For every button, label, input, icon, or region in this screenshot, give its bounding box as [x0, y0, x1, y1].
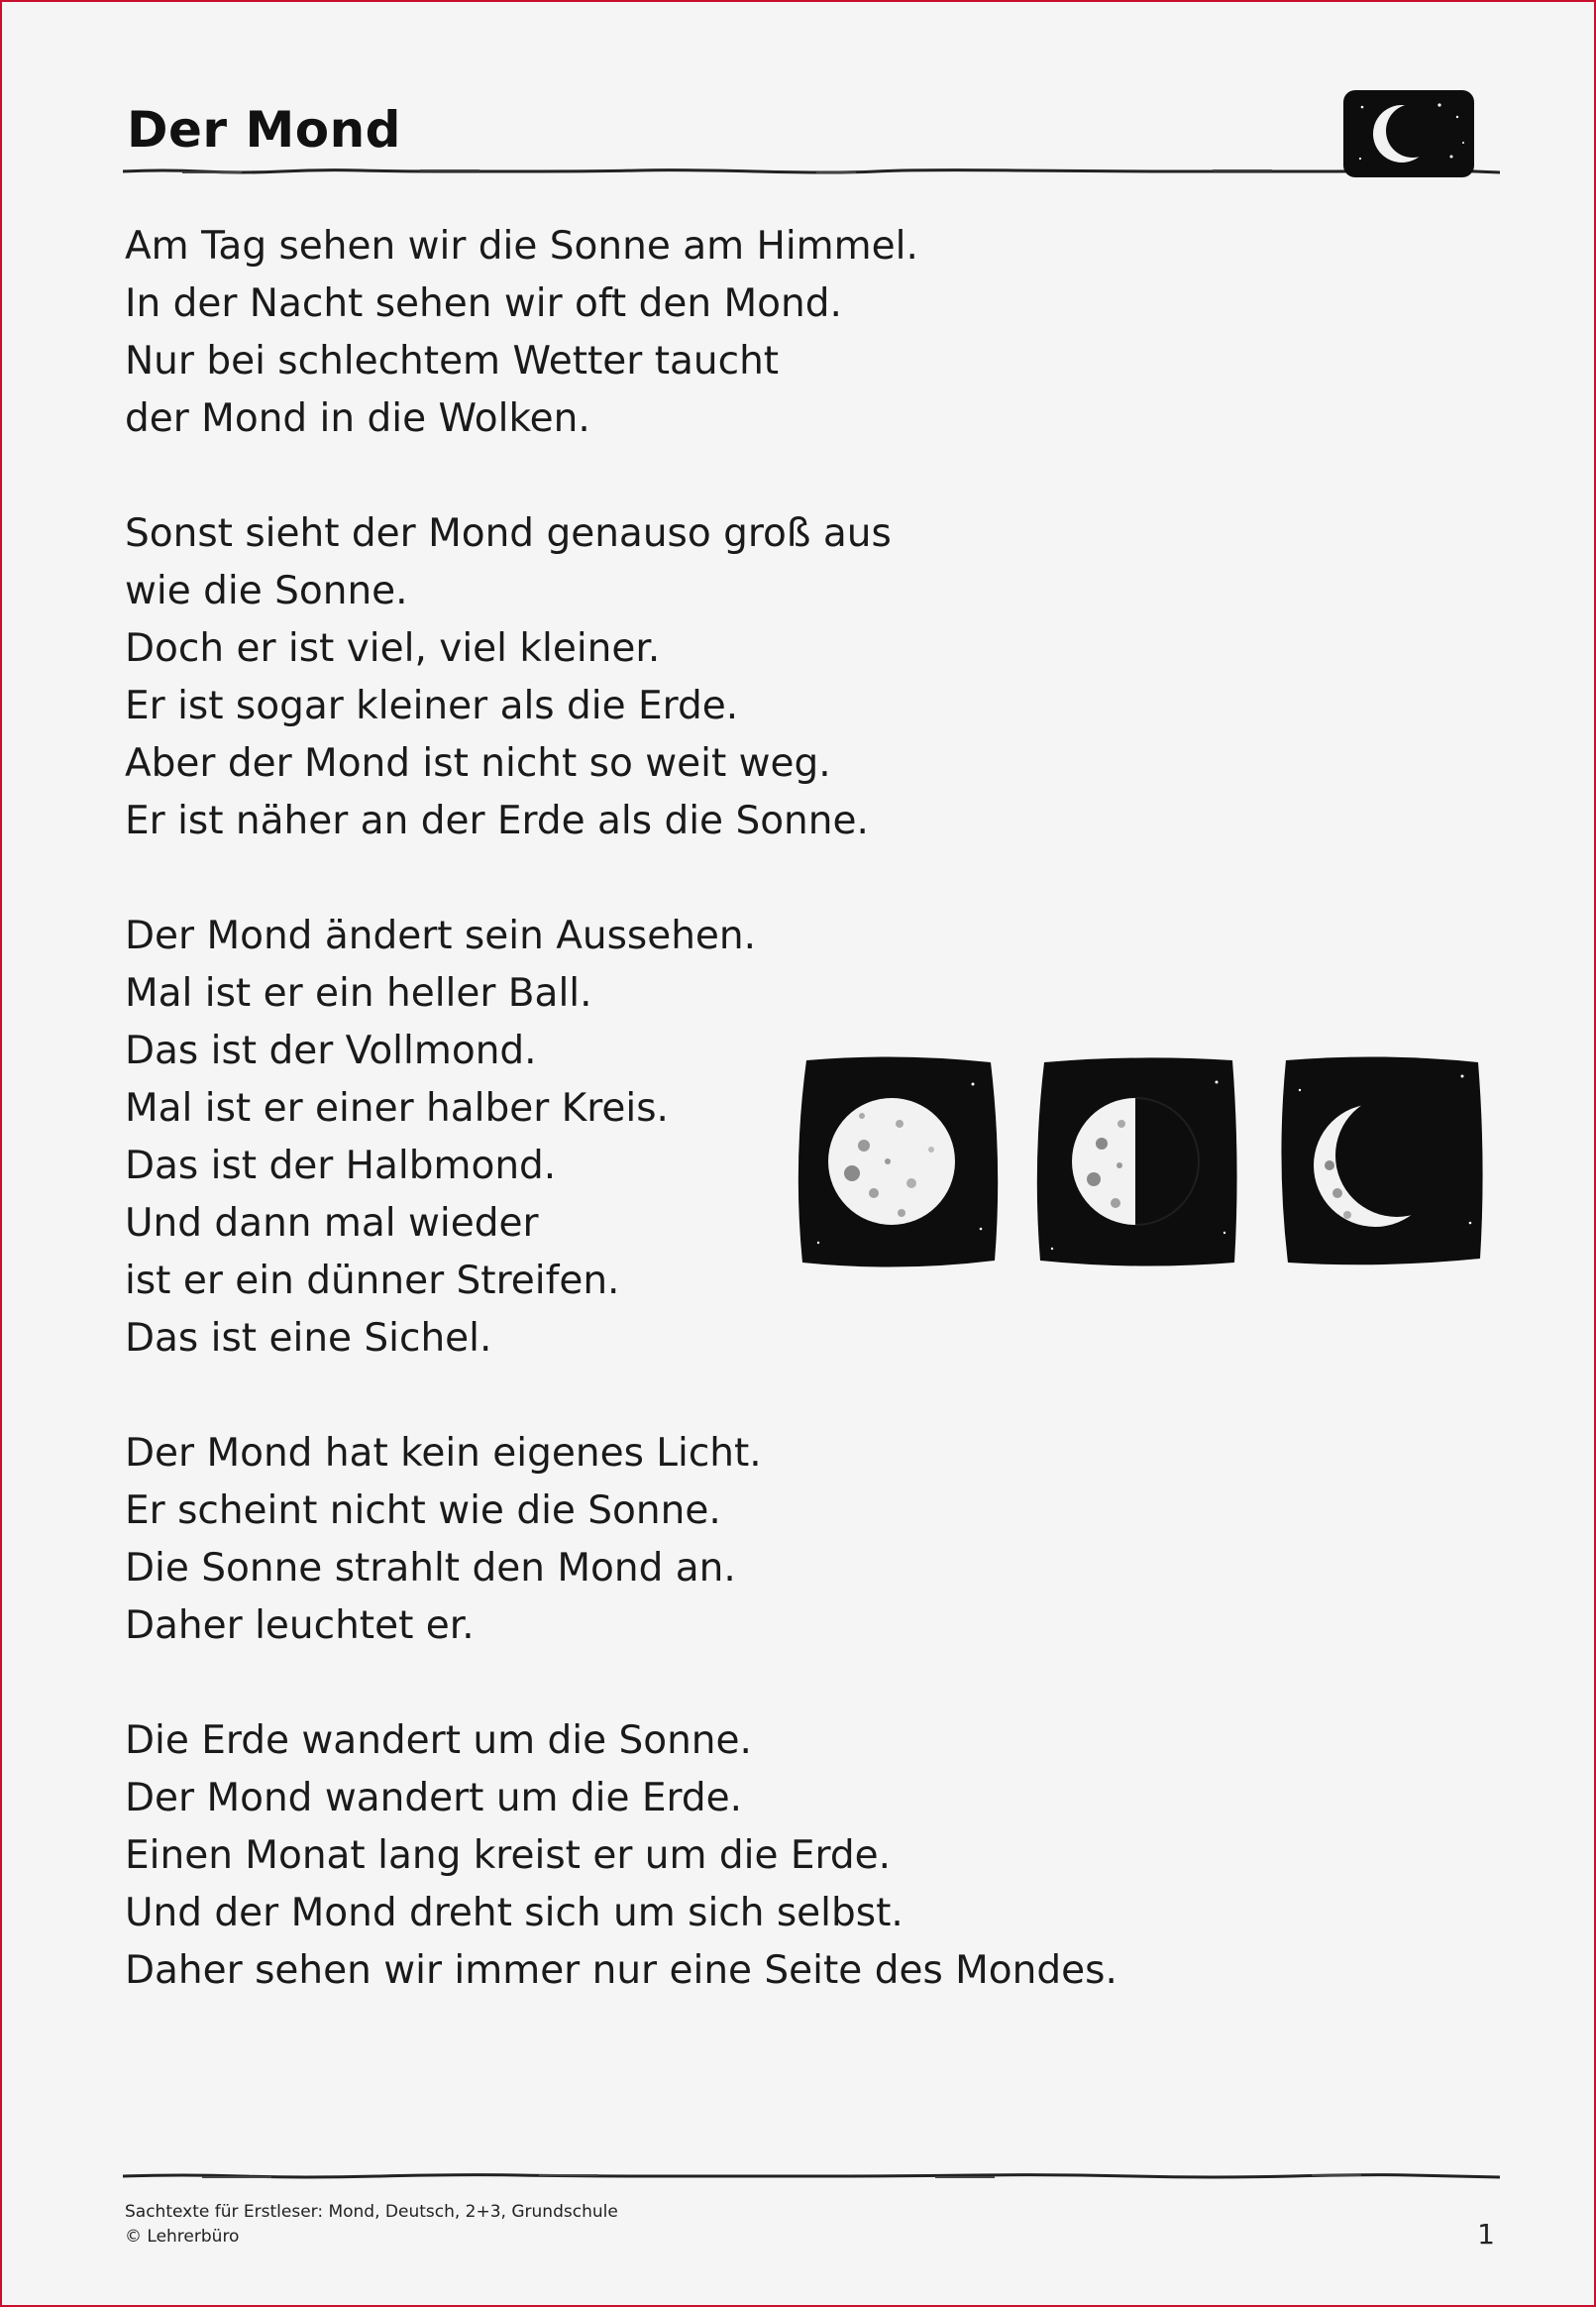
paragraph [125, 218, 1314, 448]
text-line: Er ist sogar kleiner als die Erde. [125, 684, 739, 728]
footer-source: Sachtexte für Erstleser: Mond, Deutsch, 2+3, Grundschule [125, 2202, 618, 2222]
text-line: Der Mond wandert um die Erde. [125, 1776, 743, 1820]
paragraph [125, 505, 1314, 850]
footer-copyright: © Lehrerbüro [125, 2227, 240, 2247]
crescent-moon-icon [1340, 87, 1477, 180]
text-line: Aber der Mond ist nicht so weit weg. [125, 741, 831, 786]
text-line: wie die Sonne. [125, 569, 408, 613]
full-moon-icon [793, 1054, 1003, 1270]
page-number: 1 [1477, 2218, 1495, 2251]
text-line: Doch er ist viel, viel kleiner. [125, 626, 661, 671]
header-divider [123, 166, 1500, 176]
half-moon-icon [1032, 1054, 1242, 1270]
text-line: Der Mond ändert sein Aussehen. [125, 914, 757, 958]
text-line: Er scheint nicht wie die Sonne. [125, 1488, 721, 1533]
paragraph [125, 1712, 1314, 2000]
text-line: Das ist der Vollmond. [125, 1029, 537, 1073]
text-line: Das ist eine Sichel. [125, 1316, 492, 1361]
footer-divider [123, 2171, 1500, 2181]
text-line: Er ist näher an der Erde als die Sonne. [125, 799, 869, 843]
moon-phases-illustration [793, 1054, 1486, 1272]
text-line: Das ist der Halbmond. [125, 1144, 557, 1188]
page-title: Der Mond [127, 101, 401, 159]
text-line: ist er ein dünner Streifen. [125, 1259, 620, 1303]
text-line: Der Mond hat kein eigenes Licht. [125, 1431, 762, 1476]
text-line: In der Nacht sehen wir oft den Mond. [125, 281, 842, 326]
text-line: Und dann mal wieder [125, 1201, 539, 1246]
crescent-moon-icon [1276, 1054, 1486, 1270]
text-line: Mal ist er einer halber Kreis. [125, 1086, 669, 1131]
text-line: Die Sonne strahlt den Mond an. [125, 1546, 736, 1591]
text-line: der Mond in die Wolken. [125, 396, 590, 441]
text-line: Sonst sieht der Mond genauso groß aus [125, 511, 892, 556]
text-line: Und der Mond dreht sich um sich selbst. [125, 1891, 904, 1935]
text-line: Am Tag sehen wir die Sonne am Himmel. [125, 224, 918, 269]
text-line: Nur bei schlechtem Wetter taucht [125, 339, 780, 384]
text-line: Daher leuchtet er. [125, 1603, 475, 1648]
text-line: Mal ist er ein heller Ball. [125, 971, 592, 1016]
text-line: Daher sehen wir immer nur eine Seite des Mondes. [125, 1948, 1117, 1993]
text-line: Einen Monat lang kreist er um die Erde. [125, 1833, 891, 1878]
text-line: Die Erde wandert um die Sonne. [125, 1718, 752, 1763]
paragraph [125, 1425, 1314, 1655]
